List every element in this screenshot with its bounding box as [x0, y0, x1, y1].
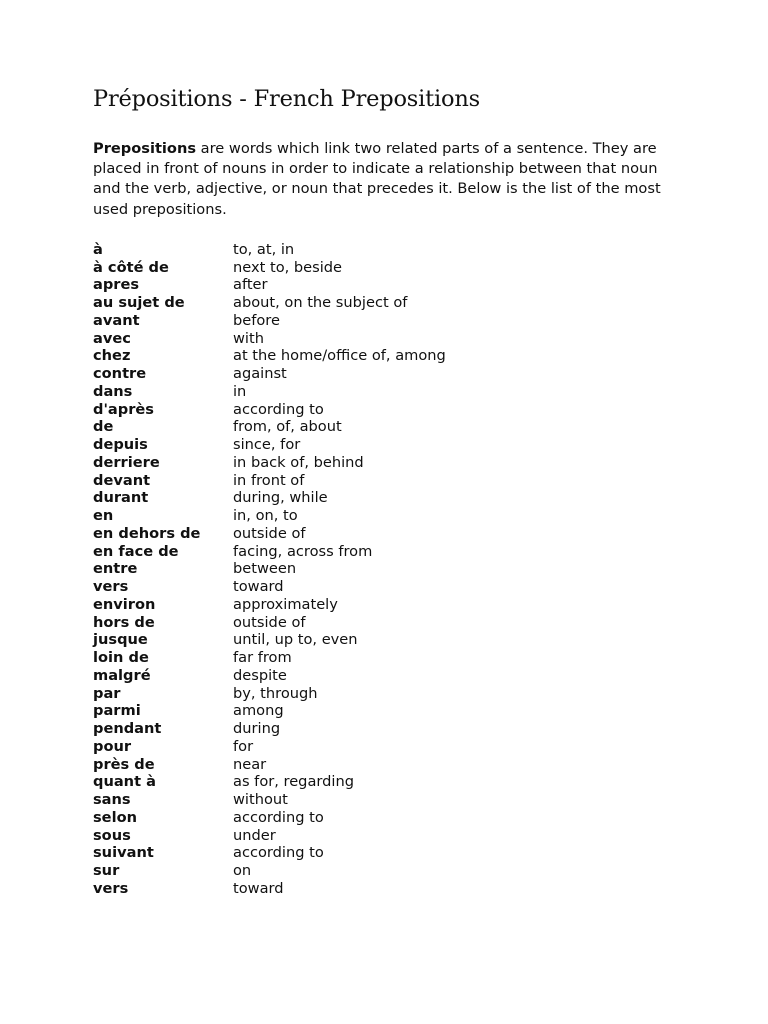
- preposition-french: pendant: [93, 720, 162, 738]
- preposition-french: loin de: [93, 649, 149, 667]
- preposition-english: under: [233, 826, 276, 844]
- preposition-french: quant à: [93, 773, 156, 791]
- preposition-english: outside of: [233, 613, 306, 631]
- preposition-french: contre: [93, 365, 147, 383]
- list-item: [93, 436, 683, 454]
- list-item: [93, 844, 683, 862]
- preposition-english: at the home/office of, among: [233, 347, 446, 365]
- document-page: [93, 86, 683, 898]
- preposition-english: since, for: [233, 436, 301, 454]
- preposition-french: en face de: [93, 542, 179, 560]
- list-item: [93, 454, 683, 472]
- list-item: [93, 560, 683, 578]
- preposition-french: en: [93, 507, 114, 525]
- preposition-french: en dehors de: [93, 524, 201, 542]
- preposition-english: until, up to, even: [233, 631, 358, 649]
- list-item: [93, 614, 683, 632]
- preposition-english: after: [233, 276, 268, 294]
- preposition-english: in back of, behind: [233, 453, 364, 471]
- preposition-english: during: [233, 720, 281, 738]
- preposition-french: chez: [93, 347, 131, 365]
- preposition-english: for: [233, 737, 254, 755]
- preposition-french: entre: [93, 560, 138, 578]
- preposition-english: to, at, in: [233, 240, 295, 258]
- preposition-french: jusque: [93, 631, 148, 649]
- preposition-english: approximately: [233, 595, 338, 613]
- preposition-english: among: [233, 702, 284, 720]
- preposition-english: as for, regarding: [233, 773, 354, 791]
- list-item: [93, 773, 683, 791]
- preposition-english: by, through: [233, 684, 318, 702]
- preposition-english: in: [233, 382, 247, 400]
- preposition-english: far from: [233, 649, 292, 667]
- list-item: [93, 489, 683, 507]
- preposition-english: with: [233, 329, 264, 347]
- preposition-french: derriere: [93, 453, 160, 471]
- list-item: [93, 702, 683, 720]
- list-item: [93, 312, 683, 330]
- list-item: [93, 685, 683, 703]
- list-item: [93, 347, 683, 365]
- list-item: [93, 596, 683, 614]
- list-item: [93, 543, 683, 561]
- preposition-french: depuis: [93, 436, 148, 454]
- list-item: [93, 880, 683, 898]
- list-item: [93, 578, 683, 596]
- preposition-english: from, of, about: [233, 418, 342, 436]
- preposition-english: before: [233, 311, 280, 329]
- preposition-french: avec: [93, 329, 131, 347]
- preposition-french: vers: [93, 578, 129, 596]
- list-item: [93, 507, 683, 525]
- preposition-french: pour: [93, 737, 132, 755]
- preposition-french: dans: [93, 382, 133, 400]
- preposition-french: environ: [93, 595, 156, 613]
- preposition-french: sous: [93, 826, 131, 844]
- preposition-english: against: [233, 365, 287, 383]
- preposition-french: par: [93, 684, 121, 702]
- preposition-english: on: [233, 862, 252, 880]
- list-item: [93, 720, 683, 738]
- preposition-french: selon: [93, 808, 138, 826]
- preposition-english: in, on, to: [233, 507, 298, 525]
- list-item: [93, 862, 683, 880]
- list-item: [93, 365, 683, 383]
- preposition-english: toward: [233, 879, 284, 897]
- preposition-english: in front of: [233, 471, 305, 489]
- list-item: [93, 827, 683, 845]
- list-item: [93, 401, 683, 419]
- preposition-french: à: [93, 240, 103, 258]
- list-item: [93, 649, 683, 667]
- preposition-english: outside of: [233, 524, 306, 542]
- preposition-english: without: [233, 791, 288, 809]
- preposition-french: avant: [93, 311, 140, 329]
- list-item: [93, 330, 683, 348]
- list-item: [93, 418, 683, 436]
- list-item: [93, 667, 683, 685]
- preposition-french: d'après: [93, 400, 154, 418]
- preposition-french: parmi: [93, 702, 141, 720]
- preposition-french: malgré: [93, 666, 151, 684]
- preposition-english: toward: [233, 578, 284, 596]
- list-item: [93, 631, 683, 649]
- preposition-english: facing, across from: [233, 542, 373, 560]
- list-item: [93, 472, 683, 490]
- preposition-french: vers: [93, 879, 129, 897]
- list-item: [93, 294, 683, 312]
- preposition-english: according to: [233, 844, 324, 862]
- preposition-french: à côté de: [93, 258, 169, 276]
- preposition-french: près de: [93, 755, 155, 773]
- preposition-english: despite: [233, 666, 287, 684]
- preposition-english: near: [233, 755, 267, 773]
- preposition-english: about, on the subject of: [233, 294, 408, 312]
- preposition-french: durant: [93, 489, 149, 507]
- intro-paragraph: [93, 139, 683, 220]
- preposition-french: au sujet de: [93, 294, 185, 312]
- preposition-french: suivant: [93, 844, 154, 862]
- list-item: [93, 276, 683, 294]
- preposition-french: apres: [93, 276, 140, 294]
- preposition-english: according to: [233, 808, 324, 826]
- preposition-english: according to: [233, 400, 324, 418]
- list-item: [93, 809, 683, 827]
- page-title: Prépositions - French Prepositions: [93, 86, 480, 112]
- preposition-french: sur: [93, 862, 120, 880]
- preposition-english: during, while: [233, 489, 328, 507]
- list-item: [93, 525, 683, 543]
- preposition-english: between: [233, 560, 297, 578]
- preposition-list: [93, 241, 683, 898]
- preposition-french: devant: [93, 471, 151, 489]
- preposition-french: hors de: [93, 613, 155, 631]
- intro-text: are words which link two related parts of a sentence. They are placed in front of nouns in order to indicate a relationship between that noun and the verb, adjective, or noun that precedes it. Below is the list of the most used prepositions.: [93, 140, 661, 218]
- preposition-english: next to, beside: [233, 258, 343, 276]
- list-item: [93, 259, 683, 277]
- preposition-french: sans: [93, 791, 131, 809]
- list-item: [93, 738, 683, 756]
- list-item: [93, 756, 683, 774]
- list-item: [93, 791, 683, 809]
- intro-lead-term: Prepositions: [93, 140, 197, 157]
- preposition-french: de: [93, 418, 114, 436]
- list-item: [93, 383, 683, 401]
- list-item: [93, 241, 683, 259]
